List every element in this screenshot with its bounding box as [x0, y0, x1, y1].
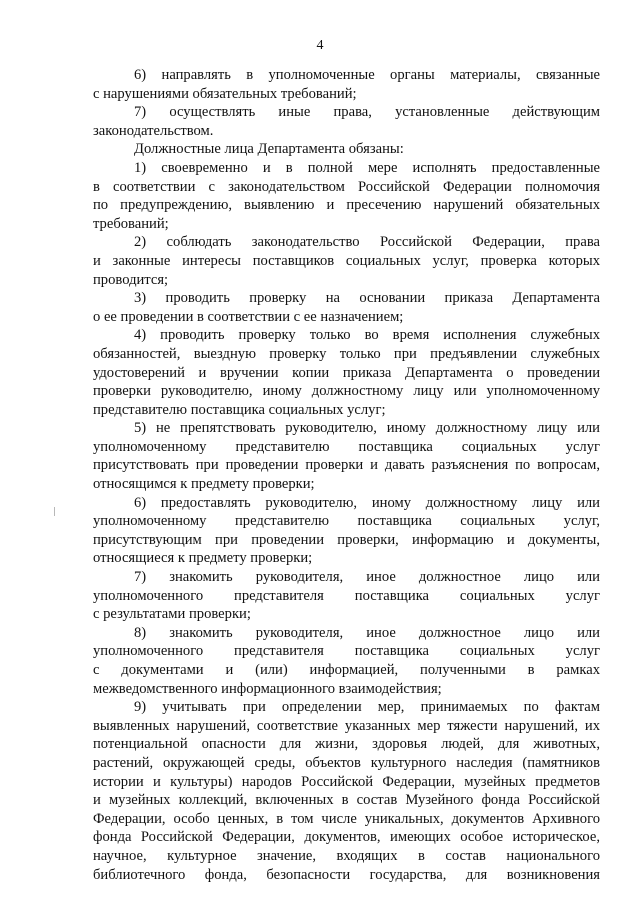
text-line: потенциальной опасности для жизни, здоровья людей, для животных,: [93, 736, 600, 753]
text-line: 6) направлять в уполномоченные органы материалы, связанные: [134, 67, 600, 83]
document-body: [93, 66, 600, 884]
text-line: законодательством.: [93, 122, 214, 139]
text-line: и законные интересы поставщиков социальных услуг, проверка которых: [93, 252, 600, 269]
text-line: 3) проводить проверку на основании приказа Департамента: [134, 290, 600, 307]
text-line: относящиеся к предмету проверки;: [93, 550, 313, 567]
text-line: 5) не препятствовать руководителю, иному должностному лицу или: [134, 420, 600, 437]
text-line: уполномоченному представителю поставщика социальных услуг: [93, 438, 600, 455]
text-line: с результатами проверки;: [93, 606, 251, 623]
text-line: по предупреждению, выявлению и пресечению нарушений обязательных: [93, 197, 600, 214]
text-line: уполномоченного представителя поставщика социальных услуг: [93, 643, 600, 660]
text-line: растений, окружающей среды, объектов культурного наследия (памятников: [93, 754, 600, 771]
text-line: 6) предоставлять руководителю, иному должностному лицу или: [134, 494, 600, 511]
text-line: истории и культуры) народов Российской Федерации, музейных предметов: [93, 773, 600, 790]
text-line: требований;: [93, 215, 169, 232]
text-line: с документами и (или) информацией, полученными в рамках: [93, 662, 600, 678]
text-line: 9) учитывать при определении мер, принимаемых по фактам: [134, 699, 600, 716]
text-line: обязанностей, выездную проверку только при предъявлении служебных: [93, 345, 600, 362]
text-line: проводится;: [93, 271, 169, 288]
text-line: 4) проводить проверку только во время исполнения служебных: [134, 327, 600, 344]
text-line: 7) осуществлять иные права, установленные действующим: [134, 104, 600, 121]
text-line: фонда Российской Федерации, документов, имеющих особое историческое,: [93, 829, 600, 846]
text-line: Должностные лица Департамента обязаны:: [134, 141, 404, 158]
text-line: о ее проведении в соответствии с ее назначением;: [93, 308, 404, 325]
text-line: 7) знакомить руководителя, иное должностное лицо или: [134, 569, 600, 586]
text-line: присутствовать при проведении проверки и давать разъяснения по вопросам,: [93, 457, 600, 474]
text-line: уполномоченного представителя поставщика социальных услуг: [93, 587, 600, 604]
text-line: научное, культурное значение, входящих в состав национального: [93, 847, 600, 864]
text-line: 1) своевременно и в полной мере исполнять предоставленные: [134, 159, 600, 176]
scan-speck: [54, 507, 55, 516]
text-line: проверки руководителю, иному должностному лицу или уполномоченному: [93, 383, 600, 400]
text-line: и музейных коллекций, включенных в состав Музейного фонда Российской: [93, 792, 600, 809]
text-line: относящимся к предмету проверки;: [93, 476, 315, 493]
text-line: 2) соблюдать законодательство Российской Федерации, права: [134, 234, 600, 251]
text-line: удостоверений и вручении копии приказа Департамента о проведении: [93, 364, 600, 381]
text-line: выявленных нарушений, соответствие указанных мер тяжести нарушений, их: [93, 717, 600, 734]
text-line: уполномоченному представителю поставщика социальных услуг,: [93, 513, 600, 530]
text-line: 8) знакомить руководителя, иное должностное лицо или: [134, 624, 600, 641]
text-line: межведомственного информационного взаимодействия;: [93, 680, 442, 697]
page-number: 4: [316, 38, 324, 53]
text-line: Федерации, особо ценных, в том числе уникальных, документов Архивного: [93, 810, 600, 827]
text-line: с нарушениями обязательных требований;: [93, 85, 357, 102]
text-line: библиотечного фонда, безопасности государства, для возникновения: [93, 866, 600, 883]
text-line: представителю поставщика социальных услуг;: [93, 401, 386, 418]
text-line: присутствующим при проведении проверки, информацию и документы,: [93, 531, 600, 548]
text-line: в соответствии с законодательством Российской Федерации полномочия: [93, 178, 600, 195]
